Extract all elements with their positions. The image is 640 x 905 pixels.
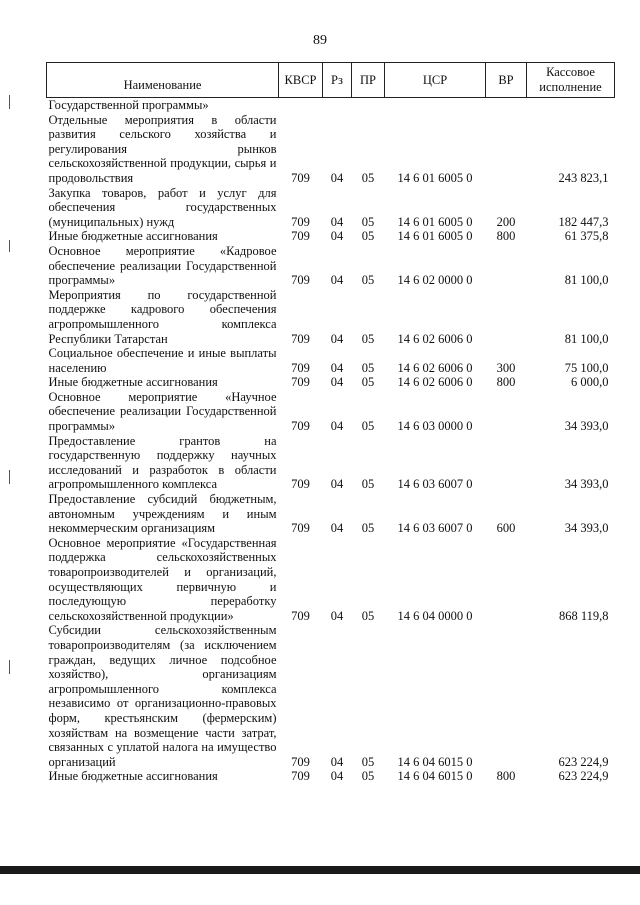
cell-kvsr: 709: [291, 229, 310, 244]
table-row: [47, 492, 615, 536]
header-amount: Кассовое исполнение: [527, 63, 615, 98]
cell-pr: 05: [361, 170, 375, 185]
cell-csr: 14 6 01 6005 0: [397, 229, 473, 244]
cell-name: Предоставление субсидий бюджетным, автономным учреждениям и иным некоммерческим организациям: [48, 492, 277, 536]
cell-csr: 14 6 04 6015 0: [397, 769, 473, 784]
cell-vr: 200: [496, 214, 516, 229]
cell-rz: 04: [330, 754, 344, 769]
table-row: [47, 623, 615, 769]
cell-name: Иные бюджетные ассигнования: [48, 229, 218, 244]
cell-amount: 868 119,8: [558, 608, 609, 623]
cell-kvsr: 709: [291, 170, 310, 185]
cell-vr: 800: [496, 769, 516, 784]
cell-kvsr: 709: [291, 769, 310, 784]
cell-csr: 14 6 01 6005 0: [397, 214, 473, 229]
cell-rz: 04: [330, 608, 344, 623]
cell-vr: [486, 390, 527, 434]
cell-csr: 14 6 02 6006 0: [397, 375, 473, 390]
cell-amount: 243 823,1: [558, 170, 609, 185]
table-row: [47, 229, 615, 244]
cell-vr: [486, 434, 527, 492]
cell-amount: 623 224,9: [558, 754, 609, 769]
table-row: [47, 288, 615, 346]
cell-pr: 05: [361, 754, 375, 769]
cell-name: Социальное обеспечение и иные выплаты населению: [48, 346, 277, 375]
cell-csr: 14 6 01 6005 0: [397, 170, 473, 185]
cell-pr: 05: [361, 331, 375, 346]
cell-vr: [486, 288, 527, 346]
cell-pr: [352, 98, 385, 113]
cell-name: Иные бюджетные ассигнования: [48, 769, 218, 784]
cell-amount: 81 100,0: [564, 273, 609, 288]
cell-rz: [323, 98, 352, 113]
cell-csr: 14 6 02 0000 0: [397, 273, 473, 288]
table-row: [47, 434, 615, 492]
cell-pr: 05: [361, 360, 375, 375]
cell-name: Государственной программы»: [48, 98, 209, 112]
header-pr: ПР: [352, 63, 385, 98]
table-row: [47, 186, 615, 230]
cell-name: Иные бюджетные ассигнования: [48, 375, 218, 390]
cell-vr: 800: [496, 375, 516, 390]
cell-vr: 800: [496, 229, 516, 244]
header-csr: ЦСР: [385, 63, 486, 98]
cell-kvsr: 709: [291, 331, 310, 346]
margin-mark: [9, 470, 10, 484]
cell-rz: 04: [330, 477, 344, 492]
cell-kvsr: 709: [291, 214, 310, 229]
table-header-row: [47, 63, 615, 98]
cell-name: Субсидии сельскохозяйственным товаропроизводителям (за исключением граждан, ведущих личное подсобное хозяйство), организациям агропромышленного комплекса независимо от организационно-правовых форм, крестьянским (фермерским) хозяйствам на возмещение части затрат, связанных с уплатой налога на имущество организаций: [48, 623, 277, 769]
margin-mark: [9, 95, 10, 109]
table-row: [47, 113, 615, 186]
cell-csr: 14 6 04 6015 0: [397, 754, 473, 769]
cell-vr: [486, 623, 527, 769]
cell-csr: 14 6 04 0000 0: [397, 608, 473, 623]
cell-csr: 14 6 02 6006 0: [397, 360, 473, 375]
cell-pr: 05: [361, 521, 375, 536]
cell-csr: 14 6 03 0000 0: [397, 419, 473, 434]
margin-mark: [9, 660, 10, 674]
cell-kvsr: 709: [291, 419, 310, 434]
cell-name: Закупка товаров, работ и услуг для обеспечения государственных (муниципальных) нужд: [48, 185, 277, 229]
header-kvsr: КВСР: [279, 63, 323, 98]
cell-vr: [486, 536, 527, 624]
cell-csr: 14 6 03 6007 0: [397, 521, 473, 536]
cell-kvsr: 709: [291, 360, 310, 375]
table-row: [47, 390, 615, 434]
cell-amount: [527, 98, 615, 113]
table-row: [47, 769, 615, 784]
cell-rz: 04: [330, 273, 344, 288]
margin-mark: [9, 240, 10, 252]
cell-pr: 05: [361, 273, 375, 288]
cell-kvsr: 709: [291, 521, 310, 536]
cell-name: Основное мероприятие «Государственная поддержка сельскохозяйственных товаропроизводителей и организаций, осуществляющих первичную и последующую переработку сельскохозяйственной продукции»: [48, 535, 277, 623]
table-row: [47, 346, 615, 375]
cell-rz: 04: [330, 170, 344, 185]
cell-name: Мероприятия по государственной поддержке кадрового обеспечения агропромышленного комплекса Республики Татарстан: [48, 287, 277, 346]
cell-kvsr: 709: [291, 375, 310, 390]
cell-amount: 623 224,9: [558, 769, 609, 784]
cell-rz: 04: [330, 521, 344, 536]
cell-kvsr: 709: [291, 754, 310, 769]
cell-name: Основное мероприятие «Научное обеспечение реализации Государственной программы»: [48, 389, 277, 434]
cell-name: Предоставление грантов на государственную поддержку научных исследований и разработок в области агропромышленного комплекса: [48, 433, 277, 492]
cell-pr: 05: [361, 608, 375, 623]
cell-pr: 05: [361, 769, 375, 784]
cell-amount: 34 393,0: [564, 419, 609, 434]
cell-vr: 300: [496, 360, 516, 375]
cell-pr: 05: [361, 477, 375, 492]
cell-kvsr: [279, 98, 323, 113]
cell-vr: [486, 244, 527, 288]
cell-rz: 04: [330, 769, 344, 784]
budget-table: [46, 62, 615, 784]
cell-vr: [486, 113, 527, 186]
cell-amount: 34 393,0: [564, 477, 609, 492]
page-bottom-border: [0, 866, 640, 874]
page-number: 89: [313, 33, 327, 48]
table-row: [47, 536, 615, 624]
header-name: Наименование: [47, 63, 279, 98]
cell-vr: 600: [496, 521, 516, 536]
cell-rz: 04: [330, 331, 344, 346]
cell-kvsr: 709: [291, 477, 310, 492]
header-rz: Рз: [323, 63, 352, 98]
cell-pr: 05: [361, 419, 375, 434]
cell-kvsr: 709: [291, 273, 310, 288]
cell-name: Основное мероприятие «Кадровое обеспечение реализации Государственной программы»: [48, 243, 277, 288]
cell-vr: [486, 98, 527, 113]
cell-amount: 75 100,0: [564, 360, 609, 375]
cell-csr: 14 6 02 6006 0: [397, 331, 473, 346]
cell-name: Отдельные мероприятия в области развития сельского хозяйства и регулирования рынков сельскохозяйственной продукции, сырья и продовольствия: [48, 112, 277, 185]
cell-amount: 61 375,8: [564, 229, 609, 244]
cell-kvsr: 709: [291, 608, 310, 623]
table-row: [47, 375, 615, 390]
cell-csr: [385, 98, 486, 113]
cell-pr: 05: [361, 229, 375, 244]
cell-rz: 04: [330, 360, 344, 375]
cell-rz: 04: [330, 229, 344, 244]
cell-amount: 6 000,0: [571, 375, 609, 390]
cell-rz: 04: [330, 214, 344, 229]
cell-pr: 05: [361, 214, 375, 229]
cell-amount: 182 447,3: [558, 214, 609, 229]
cell-amount: 81 100,0: [564, 331, 609, 346]
table-row: [47, 98, 615, 113]
cell-rz: 04: [330, 419, 344, 434]
cell-rz: 04: [330, 375, 344, 390]
table-row: [47, 244, 615, 288]
cell-pr: 05: [361, 375, 375, 390]
header-vr: ВР: [486, 63, 527, 98]
cell-csr: 14 6 03 6007 0: [397, 477, 473, 492]
cell-amount: 34 393,0: [564, 521, 609, 536]
